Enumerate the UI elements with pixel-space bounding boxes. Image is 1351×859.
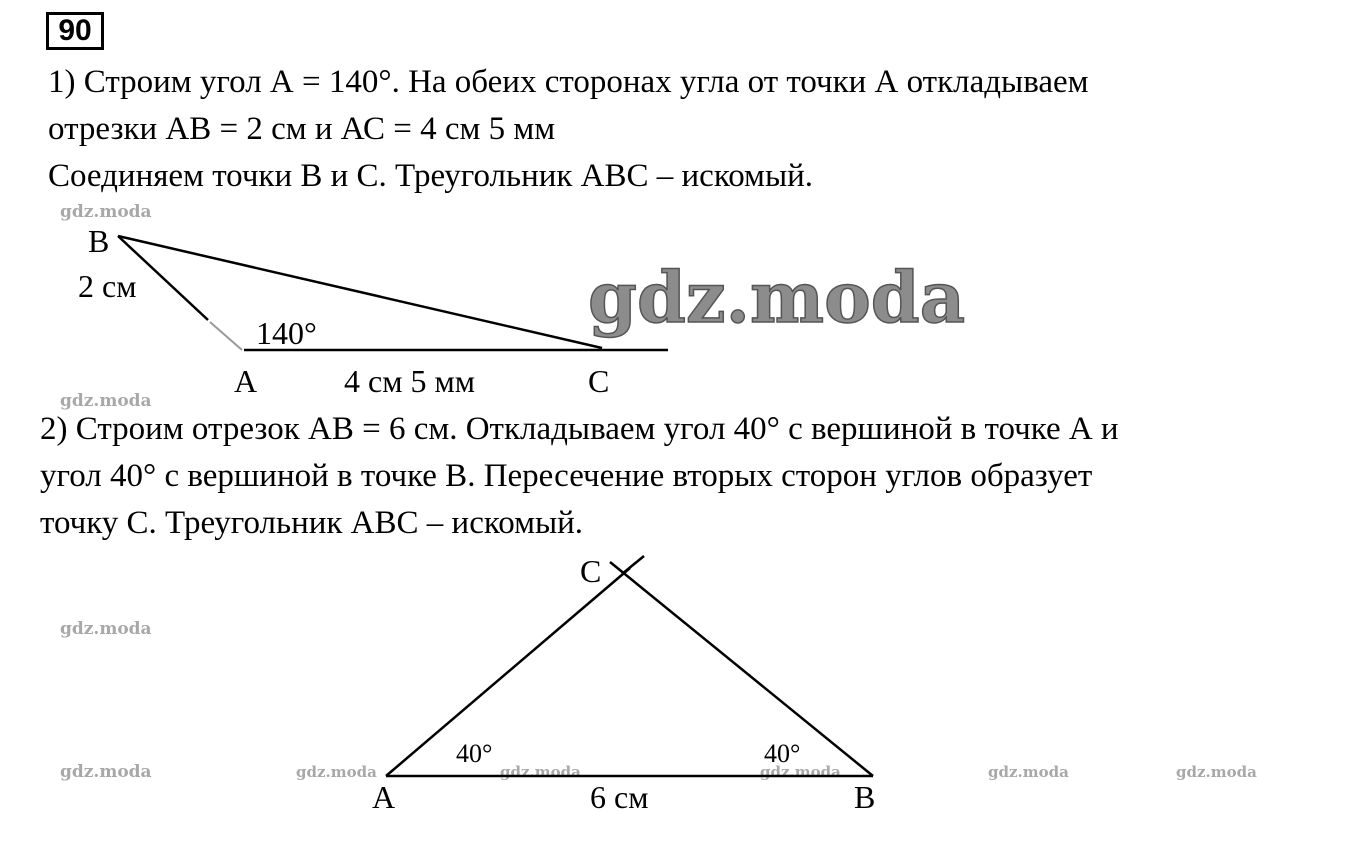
fig2-vertex-c-label: С xyxy=(580,553,602,589)
watermark-small: gdz.moda xyxy=(1176,763,1257,781)
watermark-small: gdz.moda xyxy=(760,763,841,781)
fig1-vertex-a-label: А xyxy=(234,363,258,399)
fig1-vertex-c-label: С xyxy=(588,363,610,399)
part1-line3: Соединяем точки В и С. Треугольник АВС – искомый. xyxy=(48,158,814,194)
fig1-side-ac-label: 4 см 5 мм xyxy=(344,363,475,399)
watermark-small: gdz.moda xyxy=(988,763,1069,781)
watermark-small: gdz.moda xyxy=(500,763,581,781)
part2-line2: угол 40° с вершиной в точке В. Пересечение вторых сторон углов образует xyxy=(40,458,1093,494)
part1-line1: 1) Строим угол А = 140°. На обеих сторонах угла от точки А откладываем xyxy=(48,64,1089,100)
watermark-large: gdz.moda xyxy=(588,256,966,339)
watermark-small: gdz.moda xyxy=(60,762,152,782)
side-bc-line xyxy=(610,562,873,776)
side-ac-line xyxy=(386,568,630,776)
fig2-vertex-a-label: А xyxy=(372,779,396,815)
fig1-side-ab-label: 2 см xyxy=(78,268,137,304)
fig2-vertex-b-label: В xyxy=(854,779,876,815)
part2-line1: 2) Строим отрезок АВ = 6 см. Откладываем угол 40° с вершиной в точке А и xyxy=(40,411,1119,447)
figure-1-triangle xyxy=(118,236,668,350)
part2-line3: точку С. Треугольник АВС – искомый. xyxy=(40,505,584,541)
watermark-small: gdz.moda xyxy=(60,391,152,411)
watermark-small: gdz.moda xyxy=(296,763,377,781)
watermark-small: gdz.moda xyxy=(60,619,152,639)
problem-number: 90 xyxy=(46,12,104,50)
fig2-angle-a-label: 40° xyxy=(456,739,493,768)
fig1-angle-a-label: 140° xyxy=(256,315,317,351)
fig1-vertex-b-label: В xyxy=(88,223,110,259)
part1-line2: отрезки АВ = 2 см и АС = 4 см 5 мм xyxy=(48,111,556,147)
fig2-angle-b-label: 40° xyxy=(764,739,801,768)
fig2-side-ab-label: 6 см xyxy=(590,779,649,815)
watermarks xyxy=(60,202,1257,782)
side-ab-tick xyxy=(210,322,242,350)
side-bc-line xyxy=(118,236,602,348)
watermark-small: gdz.moda xyxy=(60,202,152,222)
intersection-tick xyxy=(622,556,644,574)
